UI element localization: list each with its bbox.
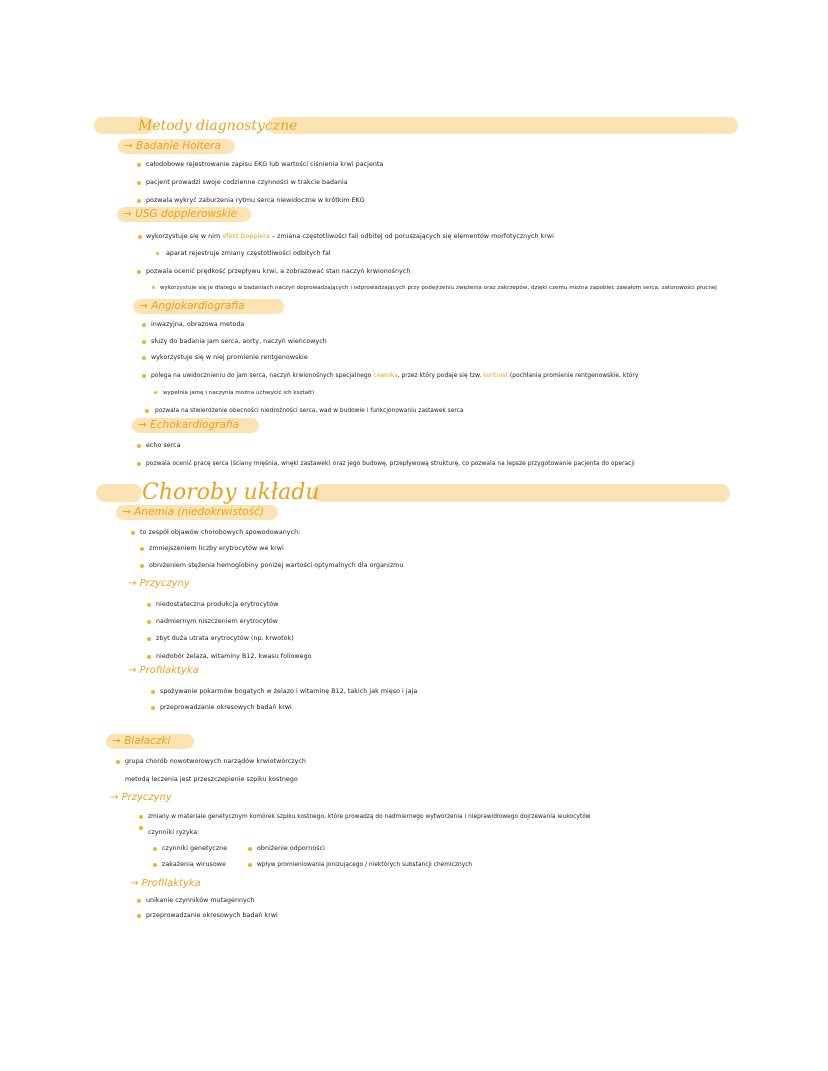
list-subitem: obniżenie odporności [257,845,325,852]
list-item: pozwala ocenić pracę serca (ściany mięśnia, wnęki zastawek) oraz jego budowę, przepływową strukturę, co pozwala na lepsze przygotowanie pacjenta do operacji [146,461,635,467]
bullet-dot [142,323,146,327]
subheading-echo: → Echokardiografia [132,418,259,433]
bullet-dot [152,286,155,289]
subheading-angio: → Angiokardiografia [133,299,284,314]
section-title: Metody diagnostyczne [138,118,298,134]
bullet-dot [116,760,120,764]
list-item: pozwala wykryć zaburzenia rytmu serca niewidoczne w krótkim EKG [146,197,365,204]
bullet-dot [142,340,146,344]
bullet-dot [142,374,146,378]
subheading-label: Przyczyny [121,792,172,803]
bullet-dot [137,163,141,167]
bullet-dot [137,181,141,185]
highlight-term: kontrast [483,373,508,379]
subheading-causes: → Przyczyny [128,578,190,589]
highlight-term: efekt Dopplera [222,233,270,240]
bullet-dot [137,199,141,203]
subheading-bialaczki: → Białaczki [106,734,194,749]
bullet-dot [248,863,252,867]
bullet-dot [140,547,144,551]
bullet-dot [147,620,151,624]
subheading-prevention: → Profilaktyka [128,665,199,676]
bullet-dot [147,637,151,641]
list-item [146,233,554,241]
list-subitem: aparat rejestruje zmiany częstotliwości odbitych fal [166,250,331,257]
list-item: czynniki ryzyka: [148,829,200,836]
bullet-dot [137,444,141,448]
subheading-label: Echokardiografia [150,419,240,431]
list-item: metodą leczenia jest przeszczepienie szpiku kostnego [125,776,298,783]
bullet-dot [140,564,144,568]
list-item: spożywanie pokarmów bogatych w żelazo i witaminę B12, takich jak mięso i jaja [160,688,418,695]
list-subitem: zakażenia wirusowe [162,861,226,868]
list-item: niedostateczna produkcja erytrocytów [156,601,279,608]
bullet-dot [137,899,141,903]
subheading-causes: → Przyczyny [110,792,172,803]
bullet-dot [147,655,151,659]
subheading-anemia: → Anemia (niedokrwistość) [116,505,278,520]
bullet-dot [139,826,143,830]
text-span: polega na uwidocznieniu do jam serca, naczyń krwionośnych specjalnego [151,373,374,379]
subheading-label: Białaczki [124,735,171,747]
subheading-label: Anemia (niedokrwistość) [134,506,264,518]
list-subitem: wypełnia jamę i naczynia można uchwycić ich kształt) [163,390,315,396]
subheading-label: Profilaktyka [141,878,201,889]
highlight-term: cewnika [373,373,398,379]
bullet-dot [248,847,252,851]
subheading-label: Przyczyny [139,578,190,589]
section-title-banner-left [96,484,142,502]
bullet-dot [147,603,151,607]
list-item: służy do badania jam serca, aorty, naczyń wieńcowych [151,338,327,345]
list-item: zbyt duża utrata erytrocytów (np. krwotok) [156,635,294,642]
list-item: zmniejszeniem liczby erytrocytów we krwi [149,545,284,552]
list-item: obniżeniem stężenia hemoglobiny poniżej wartości optymalnych dla organizmu [149,562,404,569]
list-subitem: wykorzystuje się je dlatego w badaniach naczyń doprowadzających i odprowadzających przy podejrzeniu zwężenia oraz zakrzepów, dzięki czemu można zapobiec zawałom serca, zatorowości płucnej [160,285,717,291]
list-item: wykorzystuje się w niej promienie rentgenowskie [151,354,308,361]
list-item: niedobór żelaza, witaminy B12, kwasu foliowego [156,653,312,660]
bullet-dot [151,690,155,694]
section-title-banner [312,484,730,502]
text-span: wykorzystuje się w nim [146,233,223,240]
bullet-dot [138,235,142,239]
text-span: (pochłania promienie rentgenowskie, który [507,373,639,379]
subheading-label: Profilaktyka [139,665,199,676]
list-item: inwazyjna, obrazowa metoda [151,321,245,328]
list-item [151,372,638,380]
list-item: echo serca [146,442,181,449]
list-item: pacjent prowadzi swoje codzienne czynności w trakcie badania [146,179,348,186]
bullet-dot [145,409,149,413]
list-item: zmiany w materiale genetycznym komórek szpiku kostnego, które prowadzą do nadmiernego wytworzenia i nieprawidłowego dojrzewania leukocytów [148,814,591,820]
section-title-banner [268,117,738,134]
bullet-dot [131,531,135,535]
bullet-dot [142,356,146,360]
list-item: całodobowe rejestrowanie zapisu EKG lub wartości ciśnienia krwi pacjenta [146,161,384,168]
list-item: przeprowadzanie okresowych badań krwi [160,704,292,711]
list-subitem: czynniki genetyczne [162,845,228,852]
list-item: to zespół objawów chorobowych spowodowanych: [140,529,301,536]
bullet-dot [137,462,141,466]
text-span: – zmiana częstotliwości fali odbitej od poruszających się elementów morfotycznych krwi [269,233,554,240]
subheading-prevention: → Profilaktyka [130,878,201,889]
list-item: przeprowadzanie okresowych badań krwi [146,912,278,919]
bullet-dot [139,815,143,819]
bullet-dot [156,252,159,255]
subheading-usg: → USG dopplerowskie [117,207,251,222]
section-title: Choroby układu [142,480,320,505]
subheading-label: USG dopplerowskie [135,208,238,220]
list-item: nadmiernym niszczeniem erytrocytów [156,618,278,625]
bullet-dot [137,914,141,918]
bullet-dot [154,391,157,394]
list-item: grupa chorób nowotworowych narządów krwiotwórczych [125,758,306,765]
list-item: pozwala na stwierdzenie obecności niedrożności serca, wad w budowie i funkcjonowaniu zastawek serca [155,408,464,414]
bullet-dot [153,847,157,851]
subheading-holter: → Badanie Holtera [118,139,235,154]
bullet-dot [137,270,141,274]
list-item: pozwala ocenić prędkość przepływu krwi, a zobrazować stan naczyń krwionośnych [146,268,411,275]
list-item: unikanie czynników mutagennych [146,897,255,904]
subheading-label: Angiokardiografia [151,300,245,312]
list-subitem: wpływ promieniowania jonizującego / niektórych substancji chemicznych [257,862,473,868]
text-span: , przez który podaje się tzw. [397,373,484,379]
bullet-dot [151,706,155,710]
subheading-label: Badanie Holtera [136,140,221,152]
bullet-dot [153,863,157,867]
